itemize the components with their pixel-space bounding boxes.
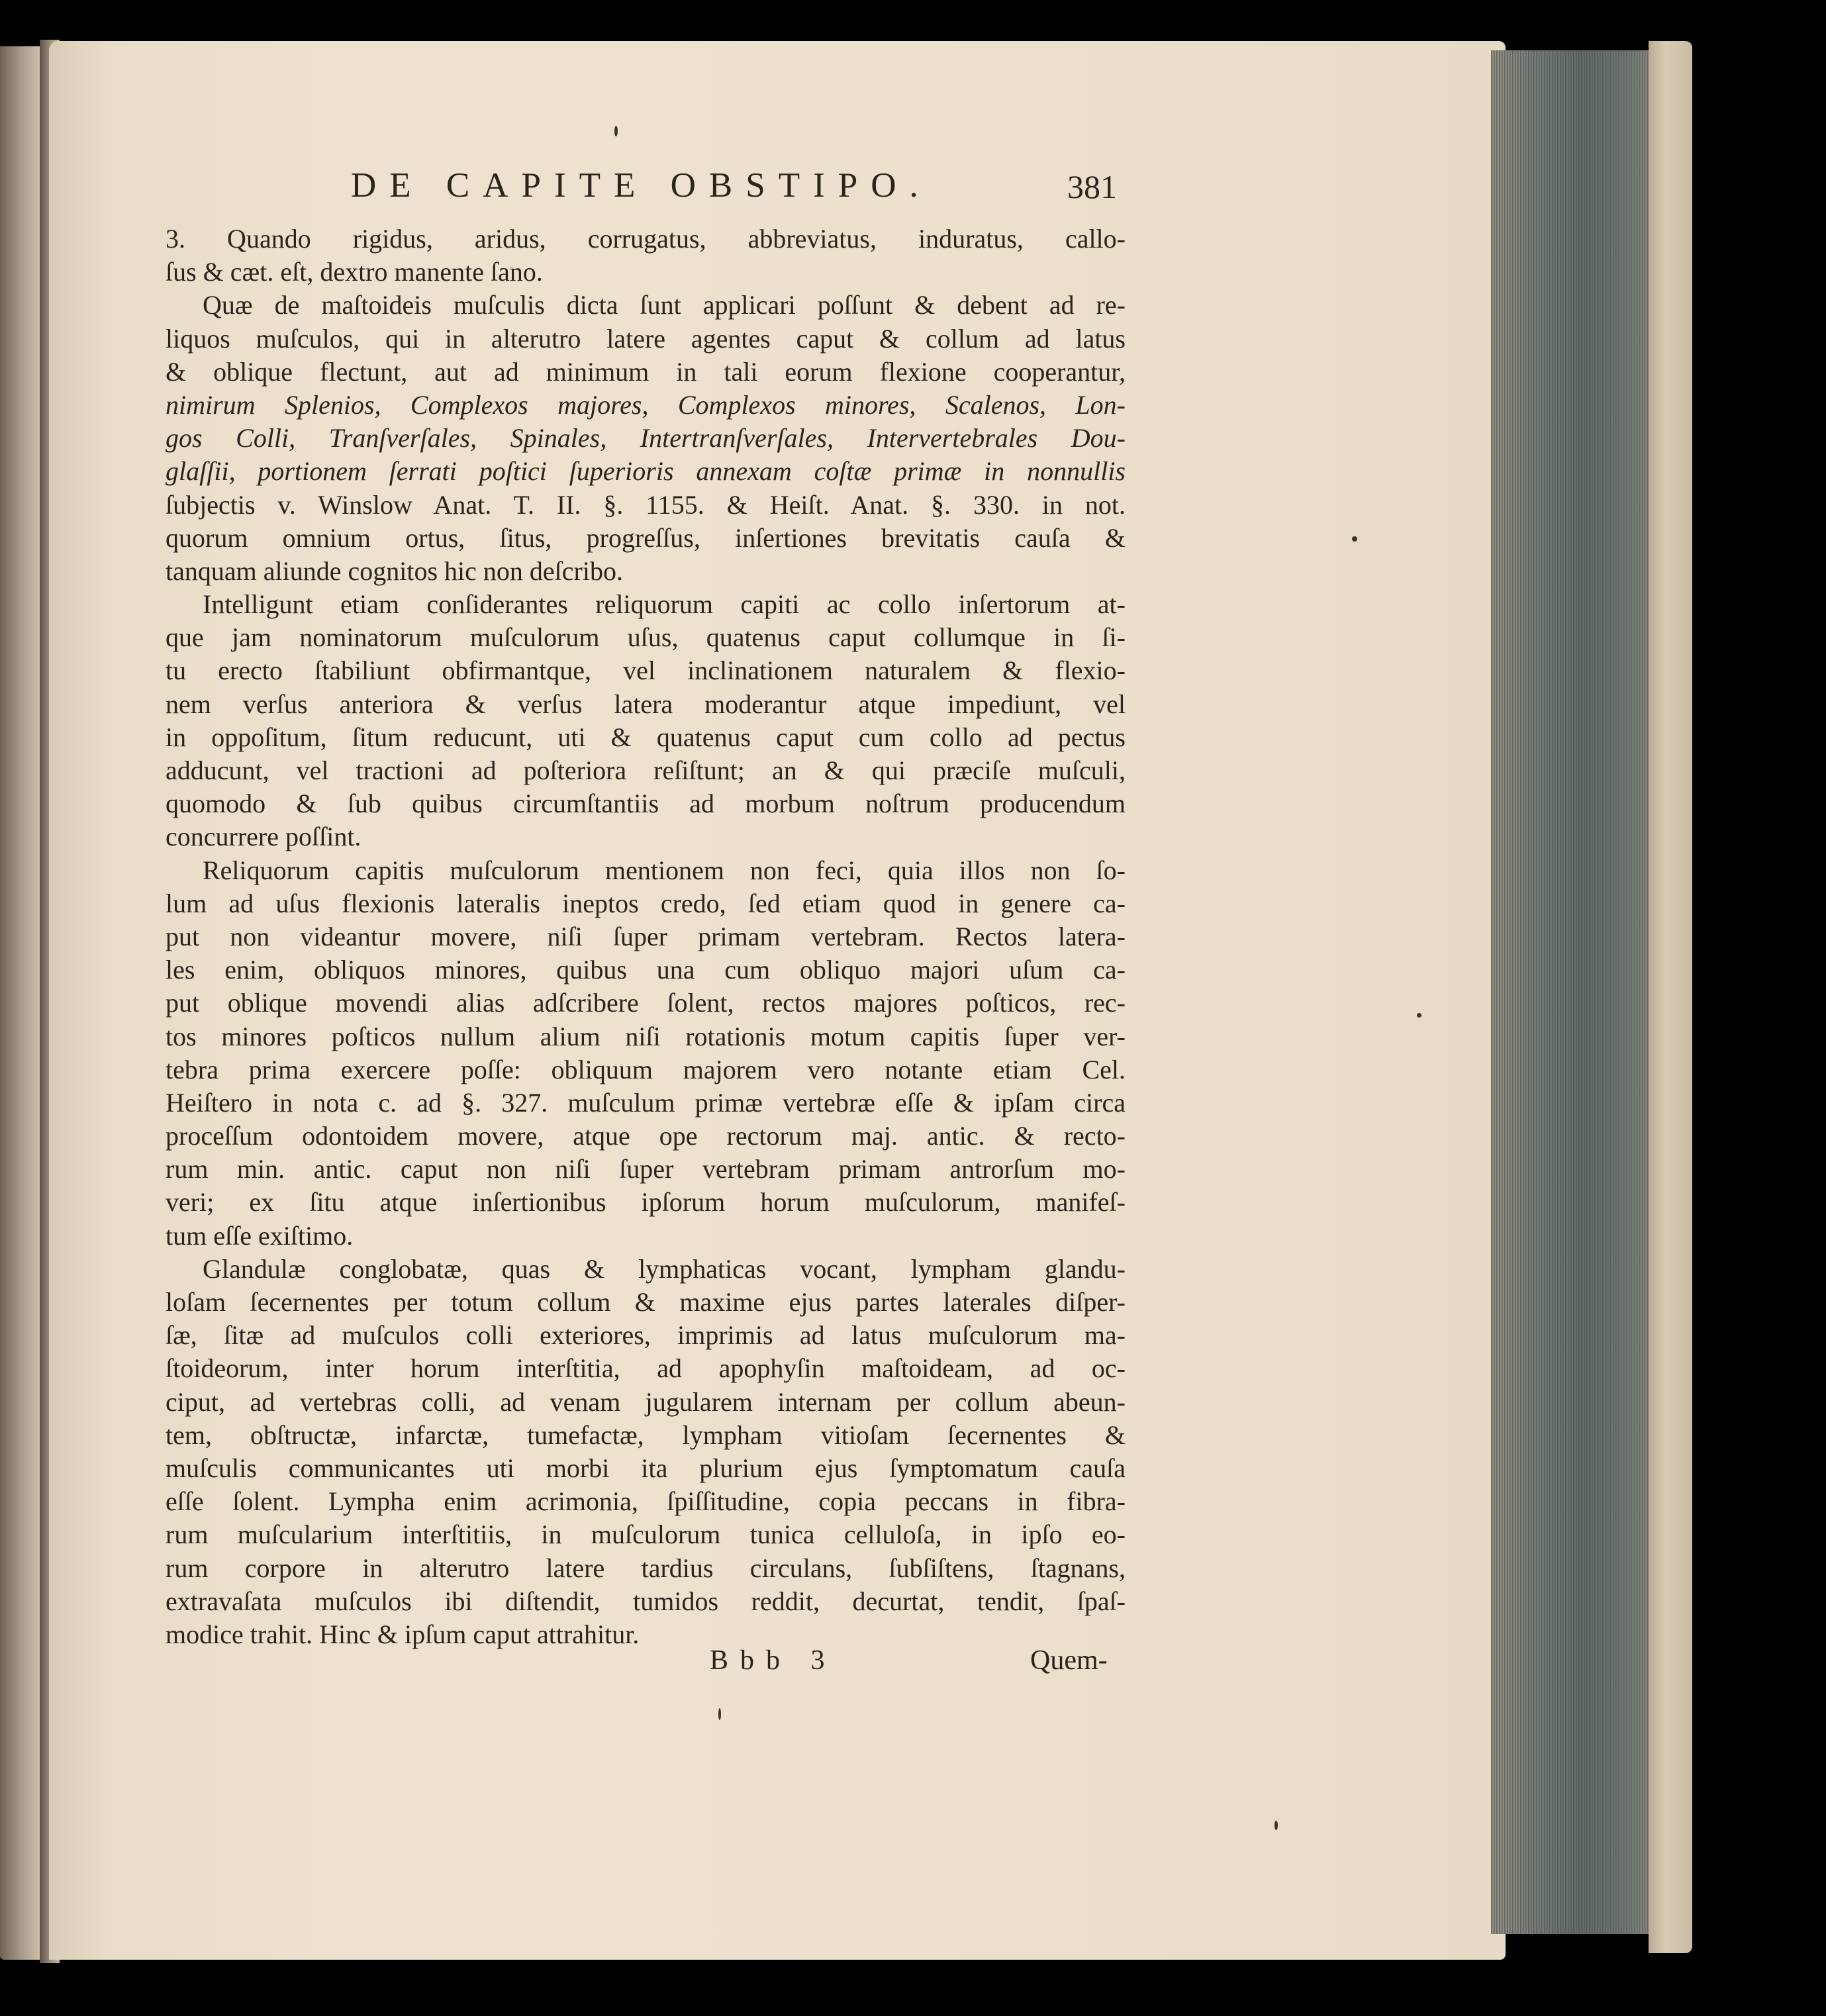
text-line: ſubjectis v. Winslow Anat. T. II. §. 1155. & Heiſt. Anat. §. 330. in not. <box>166 489 1126 520</box>
text-line: loſam ſecernentes per totum collum & maxime ejus partes laterales diſper- <box>166 1287 1126 1317</box>
paper-speck <box>1417 1013 1421 1018</box>
text-line: Intelligunt etiam conſiderantes reliquorum capiti ac collo inſertorum at- <box>203 589 1126 620</box>
text-line: ſus & cæt. eſt, dextro manente ſano. <box>166 257 543 287</box>
text-line: tanquam aliunde cognitos hic non deſcribo. <box>166 555 623 586</box>
text-line: liquos muſculos, qui in alterutro latere agentes caput & collum ad latus <box>166 323 1126 354</box>
text-line: tu erecto ſtabiliunt obfirmantque, vel inclinationem naturalem & flexio- <box>166 655 1126 686</box>
text-line: veri; ex ſitu atque inſertionibus ipſorum horum muſculorum, manifeſ- <box>166 1187 1126 1218</box>
text-line: Reliquorum capitis muſculorum mentionem non feci, quia illos non ſo- <box>203 855 1126 885</box>
text-line: 3. Quando rigidus, aridus, corrugatus, abbreviatus, induratus, callo- <box>166 224 1126 254</box>
text-line: gos Colli, Tranſverſales, Spinales, Intertranſverſales, Intervertebrales Dou- <box>166 423 1126 454</box>
page-number: 381 <box>1067 168 1117 205</box>
text-line: put oblique movendi alias adſcribere ſolent, rectos majores poſticos, rec- <box>166 988 1126 1018</box>
text-line: rum corpore in alterutro latere tardius circulans, ſubſiſtens, ſtagnans, <box>166 1553 1126 1583</box>
text-line: lum ad uſus flexionis lateralis ineptos credo, ſed etiam quod in genere ca- <box>166 888 1126 918</box>
body-text <box>166 222 1126 1651</box>
text-line: in oppoſitum, ſitum reducunt, uti & quatenus caput cum collo ad pectus <box>166 722 1126 752</box>
running-head: DE CAPITE OBSTIPO. <box>351 166 932 205</box>
text-line: les enim, obliquos minores, quibus una cum obliquo majori uſum ca- <box>166 955 1126 985</box>
text-line: tem, obſtructæ, infarctæ, tumefactæ, lympham vitioſam ſecernentes & <box>166 1419 1126 1450</box>
catchword: Quem- <box>1030 1645 1108 1676</box>
text-line: nem verſus anteriora & verſus latera moderantur atque impediunt, vel <box>166 689 1126 719</box>
text-line: quorum omnium ortus, ſitus, progreſſus, inſertiones brevitatis cauſa & <box>166 522 1126 553</box>
text-line: rum min. antic. caput non niſi ſuper vertebram primam antrorſum mo- <box>166 1154 1126 1184</box>
text-line: tebra prima exercere poſſe: obliquum majorem vero notante etiam Cel. <box>166 1054 1126 1084</box>
text-line: quomodo & ſub quibus circumſtantiis ad morbum noſtrum producendum <box>166 789 1126 819</box>
text-line: concurrere poſſint. <box>166 822 361 852</box>
text-line: glaſſii, portionem ſerrati poſtici ſuperioris annexam coſtæ primæ in nonnullis <box>166 456 1126 487</box>
text-line: put non videantur movere, niſi ſuper primam vertebram. Rectos latera- <box>166 921 1126 951</box>
text-line: eſſe ſolent. Lympha enim acrimonia, ſpiſſitudine, copia peccans in fibra- <box>166 1486 1126 1517</box>
paper-speck <box>1274 1821 1278 1830</box>
text-line: muſculis communicantes uti morbi ita plurium ejus ſymptomatum cauſa <box>166 1453 1126 1483</box>
text-line: modice trahit. Hinc & ipſum caput attrahitur. <box>166 1619 640 1649</box>
text-line: tum eſſe exiſtimo. <box>166 1220 354 1251</box>
back-cover-edge <box>1649 41 1692 1953</box>
text-line: que jam nominatorum muſculorum uſus, quatenus caput collumque in ſi- <box>166 622 1126 653</box>
paper-speck <box>718 1708 721 1720</box>
text-line: ſæ, ſitæ ad muſculos colli exteriores, imprimis ad latus muſculorum ma- <box>166 1320 1126 1351</box>
text-line: rum muſcularium interſtitiis, in muſculorum tunica celluloſa, in ipſo eo- <box>166 1519 1126 1550</box>
text-line: extravaſata muſculos ibi diſtendit, tumidos reddit, decurtat, tendit, ſpaſ- <box>166 1586 1126 1616</box>
text-line: Glandulæ conglobatæ, quas & lymphaticas vocant, lympham glandu- <box>203 1253 1126 1284</box>
text-line: adducunt, vel tractioni ad poſteriora reſiſtunt; an & qui præciſe muſculi, <box>166 755 1126 785</box>
text-line: & oblique flectunt, aut ad minimum in tali eorum flexione cooperantur, <box>166 356 1126 387</box>
printer-signature: Bbb 3 <box>710 1645 837 1676</box>
text-line: tos minores poſticos nullum alium niſi rotationis motum capitis ſuper ver- <box>166 1021 1126 1051</box>
text-line: ſtoideorum, inter horum interſtitia, ad apophyſin maſtoideam, ad oc- <box>166 1353 1126 1384</box>
text-line: Quæ de maſtoideis muſculis dicta ſunt applicari poſſunt & debent ad re- <box>203 290 1126 320</box>
paper-speck <box>614 126 618 136</box>
text-line: proceſſum odontoidem movere, atque ope rectorum maj. antic. & recto- <box>166 1121 1126 1151</box>
page-stack-fore-edge <box>1491 50 1655 1934</box>
text-line: ciput, ad vertebras colli, ad venam jugularem internam per collum abeun- <box>166 1386 1126 1417</box>
paper-speck <box>1352 536 1357 542</box>
text-line: Heiſtero in nota c. ad §. 327. muſculum primæ vertebræ eſſe & ipſam circa <box>166 1087 1126 1118</box>
text-line: nimirum Splenios, Complexos majores, Complexos minores, Scalenos, Lon- <box>166 389 1126 420</box>
